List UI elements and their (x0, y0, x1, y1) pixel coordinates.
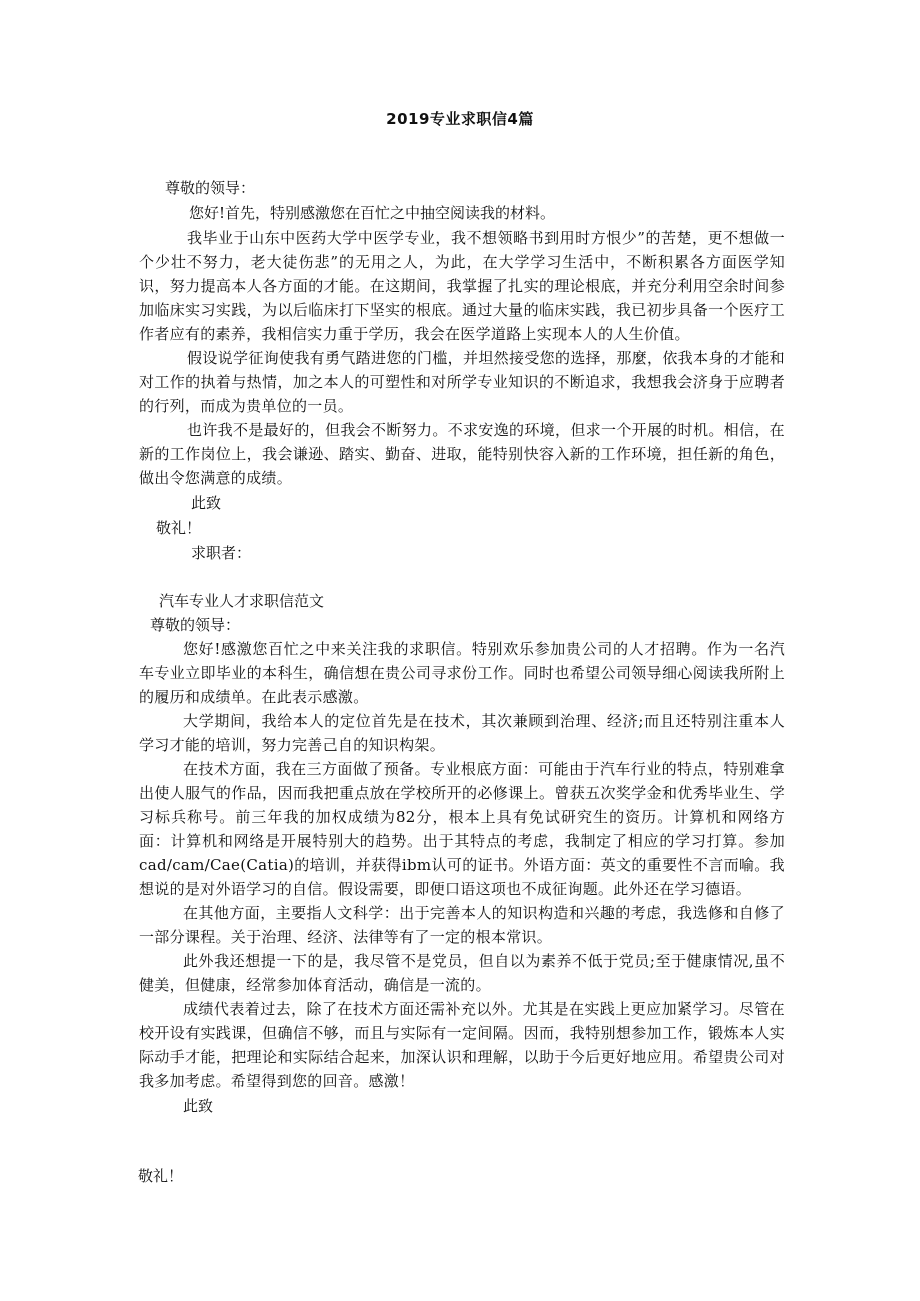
letter2-paragraph-6: 成绩代表着过去，除了在技术方面还需补充以外。尤其是在实践上更应加紧学习。尽管在校开设有实践课，但确信不够，而且与实际有一定间隔。因而，我特别想参加工作，锻炼本人实际动手才能，把理论和实际结合起来，加深认识和理解，以助于今后更好地应用。希望贵公司对我多加考虑。希望得到您的回音。感激！ (139, 1000, 785, 1090)
letter1-closing-cizhi: 此致 (191, 494, 222, 512)
letter2-heading: 汽车专业人才求职信范文 (159, 592, 325, 610)
letter1-signature: 求职者： (191, 544, 252, 562)
letter1-paragraph-1: 我毕业于山东中医药大学中医学专业，我不想领略书到用时方恨少”的苦楚，更不想做一个少壮不努力，老大徒伤悲”的无用之人，为此，在大学学习生活中，不断积累各方面医学知识，努力提高本人各方面的才能。在这期间，我掌握了扎实的理论根底，并充分利用空余时间参加临床实习实践，为以后临床打下坚实的根底。通过大量的临床实践，我已初步具备一个医疗工作者应有的素养，我相信实力重于学历，我会在医学道路上实现本人的人生价值。 (139, 229, 785, 343)
letter1-salutation: 尊敬的领导： (165, 179, 256, 197)
letter1-paragraph-2: 假设说学征询使我有勇气踏进您的门槛，并坦然接受您的选择，那麼，依我本身的才能和对工作的执着与热情，加之本人的可塑性和对所学专业知识的不断追求，我想我会济身于应聘者的行列，而成为贵单位的一员。 (139, 349, 785, 415)
letter1-paragraph-3: 也许我不是最好的，但我会不断努力。不求安逸的环境，但求一个开展的时机。相信，在新的工作岗位上，我会谦逊、踏实、勤奋、进取，能特别快容入新的工作环境，担任新的角色，做出令您满意的成绩。 (139, 421, 785, 487)
letter2-paragraph-5: 此外我还想提一下的是，我尽管不是党员，但自以为素养不低于党员;至于健康情况,虽不健美，但健康，经常参加体育活动，确信是一流的。 (139, 952, 785, 994)
letter2-paragraph-1: 您好!感激您百忙之中来关注我的求职信。特别欢乐参加贵公司的人才招聘。作为一名汽车专业立即毕业的本科生，确信想在贵公司寻求份工作。同时也希望公司领导细心阅读我所附上的履历和成绩单。在此表示感激。 (139, 640, 785, 706)
letter2-paragraph-3: 在技术方面，我在三方面做了预备。专业根底方面：可能由于汽车行业的特点，特别难拿出使人服气的作品，因而我把重点放在学校所开的必修课上。曾获五次奖学金和优秀毕业生、学习标兵称号。前三年我的加权成绩为82分，根本上具有免试研究生的资历。计算机和网络方面：计算机和网络是开展特别大的趋势。出于其特点的考虑，我制定了相应的学习打算。参加cad/cam/Cae(Catia)的培训，并获得ibm认可的证书。外语方面：英文的重要性不言而喻。我想说的是对外语学习的自信。假设需要，即便口语这项也不成征询题。此外还在学习德语。 (139, 760, 785, 898)
document-title: 2019专业求职信4篇 (386, 110, 534, 128)
letter2-paragraph-2: 大学期间，我给本人的定位首先是在技术，其次兼顾到治理、经济;而且还特别注重本人学习才能的培训，努力完善己自的知识构架。 (139, 712, 785, 754)
letter2-closing-jingli: 敬礼！ (138, 1167, 184, 1185)
letter2-salutation: 尊敬的领导： (150, 616, 241, 634)
letter2-paragraph-4: 在其他方面，主要指人文科学：出于完善本人的知识构造和兴趣的考虑，我选修和自修了一部分课程。关于治理、经济、法律等有了一定的根本常识。 (139, 904, 785, 946)
letter1-greeting: 您好!首先，特别感激您在百忙之中抽空阅读我的材料。 (189, 204, 556, 222)
letter2-closing-cizhi: 此致 (183, 1097, 214, 1115)
letter1-closing-jingli: 敬礼！ (156, 519, 202, 537)
